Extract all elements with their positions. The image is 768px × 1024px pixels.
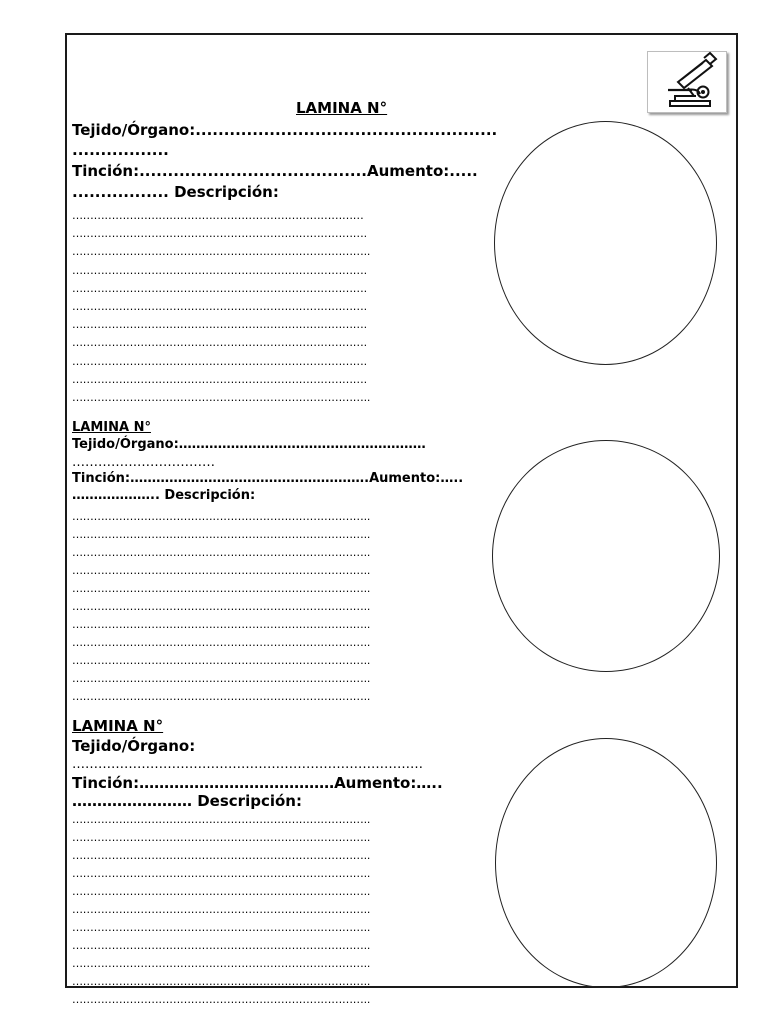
description-line[interactable]: ………………………………………………………………………. [72, 354, 367, 368]
description-line[interactable]: ……………………………………………………………………….. [72, 391, 371, 404]
description-line[interactable]: ……………………………………………………………………….. [72, 618, 371, 631]
logo-box [647, 51, 727, 113]
description-line[interactable]: ……………………………………………………………………….. [72, 903, 371, 916]
sheet1-descripcion-label[interactable]: ................. Descripción: [72, 183, 279, 201]
description-line[interactable]: ……………………………………………………………………….. [72, 831, 371, 844]
sheet2-drawing-circle[interactable] [492, 440, 720, 672]
description-line[interactable]: ……………………………………………………………………….. [72, 885, 371, 898]
sheet1-title: LAMINA N° [296, 99, 388, 117]
description-line[interactable]: ………………………………………………………………………. [72, 372, 367, 386]
sheet3-title: LAMINA N° [72, 717, 164, 735]
lab-worksheet-page [65, 33, 738, 1006]
description-line[interactable]: ………………………………………………………………………. [72, 336, 367, 350]
sheet1-tejido-field[interactable]: Tejido/Órgano:..................................................... [72, 121, 498, 139]
description-line[interactable]: ……………………………………………………………………….. [72, 654, 371, 667]
description-line[interactable]: ……………………………………………………………………….. [72, 582, 371, 595]
sheet2-tejido-field[interactable]: Tejido/Órgano:………………………………………………… [72, 437, 426, 452]
description-line[interactable]: ……………………………………………………………………….. [72, 528, 371, 541]
sheet1-drawing-circle[interactable] [494, 121, 717, 365]
description-line[interactable]: ……………………………………………………………………… [72, 209, 364, 222]
description-line[interactable]: ………………………………………………………………………. [72, 263, 367, 277]
description-line[interactable]: ………………………………………………………………………. [72, 281, 367, 295]
description-line[interactable]: ………………………………………………………………………. [72, 300, 367, 313]
description-line[interactable]: ………………………………………………………………………. [72, 227, 367, 241]
sheet1-tejido-cont[interactable]: ................. [72, 141, 169, 159]
sheet3-descripcion-label[interactable]: …………………… Descripción: [72, 792, 302, 810]
description-line[interactable]: ……………………………………………………………………….. [72, 813, 371, 826]
description-line[interactable]: ………………………………………………………………………. [72, 318, 367, 332]
sheet3-tincion-aumento-field[interactable]: Tinción:…………………………………Aumento:….. [72, 774, 443, 792]
description-line[interactable]: ……………………………………………………………………….. [72, 636, 371, 649]
description-line[interactable]: ……………………………………………………………………….. [72, 939, 371, 952]
description-line[interactable]: ……………………………………………………………………….. [72, 867, 371, 880]
description-line[interactable]: ……………………………………………………………………….. [72, 600, 371, 613]
sheet2-tincion-aumento-field[interactable]: Tinción:……………………………………………….Aumento:….. [72, 471, 464, 486]
sheet3-tejido-cont[interactable]: ……………………………………………………………………… [72, 757, 423, 772]
description-line[interactable]: ……………………………………………………………………….. [72, 672, 371, 685]
description-line[interactable]: ……………………………………………………………………….. [72, 245, 371, 259]
description-line[interactable]: ……………………………………………………………………….. [72, 564, 371, 577]
description-line[interactable]: ……………………………………………………………………….. [72, 546, 371, 559]
description-line[interactable]: ……………………………………………………………………….. [72, 993, 371, 1006]
description-line[interactable]: ……………………………………………………………………….. [72, 921, 371, 934]
description-line[interactable]: ……………………………………………………………………….. [72, 975, 371, 988]
sheet3-drawing-circle[interactable] [495, 738, 717, 988]
sheet2-descripcion-label[interactable]: ……………….. Descripción: [72, 488, 256, 503]
sheet2-tejido-cont[interactable]: …………………………… [72, 455, 215, 470]
microscope-icon [648, 52, 728, 114]
description-line[interactable]: ……………………………………………………………………….. [72, 849, 371, 862]
sheet2-title: LAMINA N° [72, 420, 151, 435]
sheet1-tincion-aumento-field[interactable]: Tinción:........................................Aumento:..... [72, 162, 478, 180]
description-line[interactable]: ……………………………………………………………………….. [72, 510, 371, 523]
description-line[interactable]: ……………………………………………………………………….. [72, 690, 371, 703]
sheet3-tejido-field[interactable]: Tejido/Órgano: [72, 737, 196, 755]
description-line[interactable]: ……………………………………………………………………….. [72, 957, 371, 970]
